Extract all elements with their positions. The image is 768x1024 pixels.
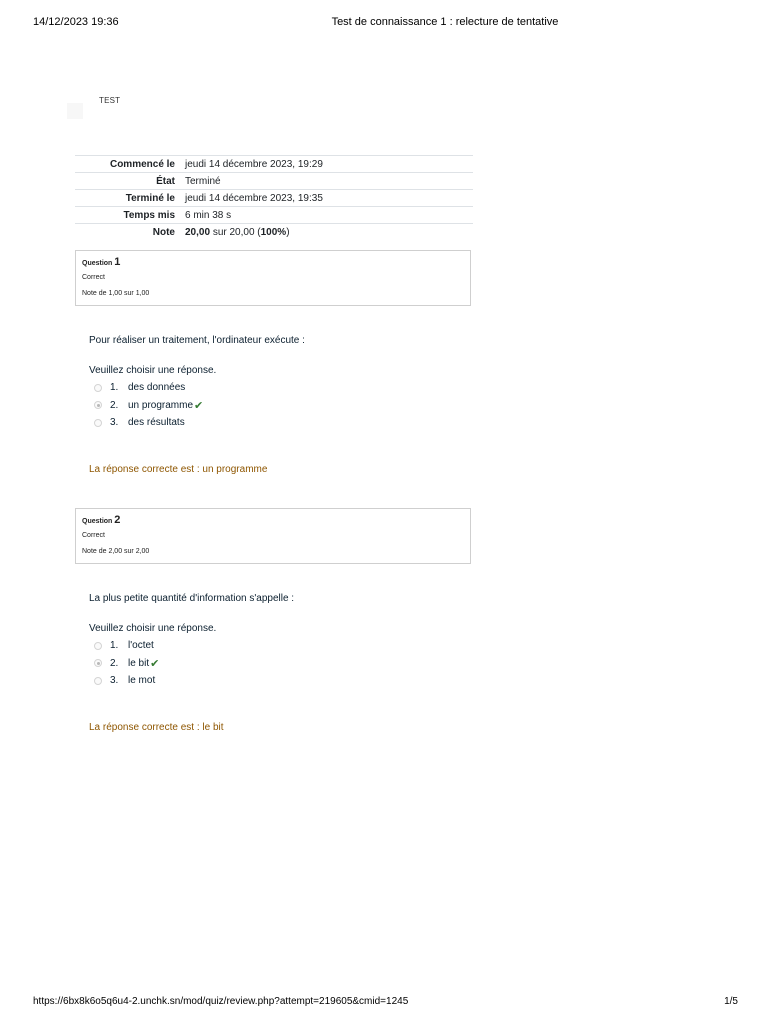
- answer-label: le mot: [128, 675, 156, 687]
- grade-middle: sur 20,00 (: [212, 226, 261, 238]
- answer-option[interactable]: [94, 672, 159, 690]
- print-datetime: 14/12/2023 19:36: [33, 16, 119, 28]
- question-state: Correct: [82, 532, 105, 539]
- summary-label: Terminé le: [125, 192, 175, 204]
- summary-row-completed: [75, 190, 473, 207]
- answer-option[interactable]: [94, 414, 203, 432]
- answer-number: 2.: [110, 657, 119, 669]
- radio-icon[interactable]: [94, 642, 102, 650]
- summary-row-time-taken: [75, 207, 473, 224]
- answer-prompt: Veuillez choisir une réponse.: [89, 623, 217, 634]
- radio-icon[interactable]: [94, 659, 102, 667]
- question-info-box: [75, 508, 471, 564]
- check-icon: ✔: [194, 399, 204, 412]
- answer-option[interactable]: [94, 379, 203, 397]
- attempt-summary-table: [75, 155, 473, 240]
- answer-option[interactable]: [94, 655, 159, 673]
- summary-value: jeudi 14 décembre 2023, 19:35: [185, 192, 323, 204]
- check-icon: ✔: [150, 657, 160, 670]
- summary-label: Note: [152, 226, 175, 238]
- summary-label: Temps mis: [123, 209, 175, 221]
- answer-label: des résultats: [128, 417, 185, 429]
- question-number: 2: [114, 514, 121, 526]
- question-grade: Note de 1,00 sur 1,00: [82, 290, 150, 297]
- answer-list: [94, 637, 159, 690]
- answer-option[interactable]: [94, 397, 203, 415]
- course-logo: [67, 103, 83, 119]
- radio-icon[interactable]: [94, 419, 102, 427]
- question-state: Correct: [82, 274, 105, 281]
- question-info-box: [75, 250, 471, 306]
- question-title: Question: [82, 260, 113, 267]
- answer-label: des données: [128, 382, 186, 394]
- grade-score: 20,00: [185, 226, 211, 238]
- answer-list: [94, 379, 203, 432]
- question-grade: Note de 2,00 sur 2,00: [82, 548, 150, 555]
- radio-icon[interactable]: [94, 384, 102, 392]
- print-page-number: 1/5: [724, 996, 738, 1007]
- radio-icon[interactable]: [94, 677, 102, 685]
- summary-row-state: [75, 173, 473, 190]
- summary-row-started: [75, 156, 473, 173]
- summary-value: 6 min 38 s: [185, 209, 232, 221]
- question-title: Question: [82, 518, 113, 525]
- answer-label: l'octet: [128, 640, 154, 652]
- question-text: Pour réaliser un traitement, l'ordinateur exécute :: [89, 335, 305, 346]
- question-heading: [82, 514, 464, 526]
- grade-end: ): [286, 226, 290, 238]
- print-page-title: Test de connaissance 1 : relecture de tentative: [331, 16, 559, 28]
- answer-option[interactable]: [94, 637, 159, 655]
- question-number: 1: [114, 256, 121, 268]
- summary-label: Commencé le: [109, 158, 175, 170]
- summary-value: Terminé: [185, 175, 221, 187]
- right-answer-feedback: La réponse correcte est : le bit: [89, 722, 224, 733]
- answer-number: 2.: [110, 399, 119, 411]
- answer-number: 1.: [110, 382, 119, 394]
- summary-row-grade: [75, 224, 473, 241]
- answer-number: 3.: [110, 417, 119, 429]
- summary-grade-value: [183, 224, 473, 241]
- summary-value: jeudi 14 décembre 2023, 19:29: [185, 158, 323, 170]
- course-label[interactable]: TEST: [99, 96, 121, 105]
- answer-label: le bit: [128, 657, 150, 669]
- radio-icon[interactable]: [94, 401, 102, 409]
- answer-label: un programme: [128, 399, 194, 411]
- answer-prompt: Veuillez choisir une réponse.: [89, 365, 217, 376]
- summary-label: État: [156, 175, 175, 187]
- answer-number: 3.: [110, 675, 119, 687]
- grade-percent: 100%: [260, 226, 287, 238]
- right-answer-feedback: La réponse correcte est : un programme: [89, 464, 268, 475]
- question-heading: [82, 256, 464, 268]
- question-text: La plus petite quantité d'information s'appelle :: [89, 593, 295, 604]
- answer-number: 1.: [110, 640, 119, 652]
- print-url: https://6bx8k6o5q6u4-2.unchk.sn/mod/quiz/review.php?attempt=219605&cmid=1245: [33, 996, 409, 1007]
